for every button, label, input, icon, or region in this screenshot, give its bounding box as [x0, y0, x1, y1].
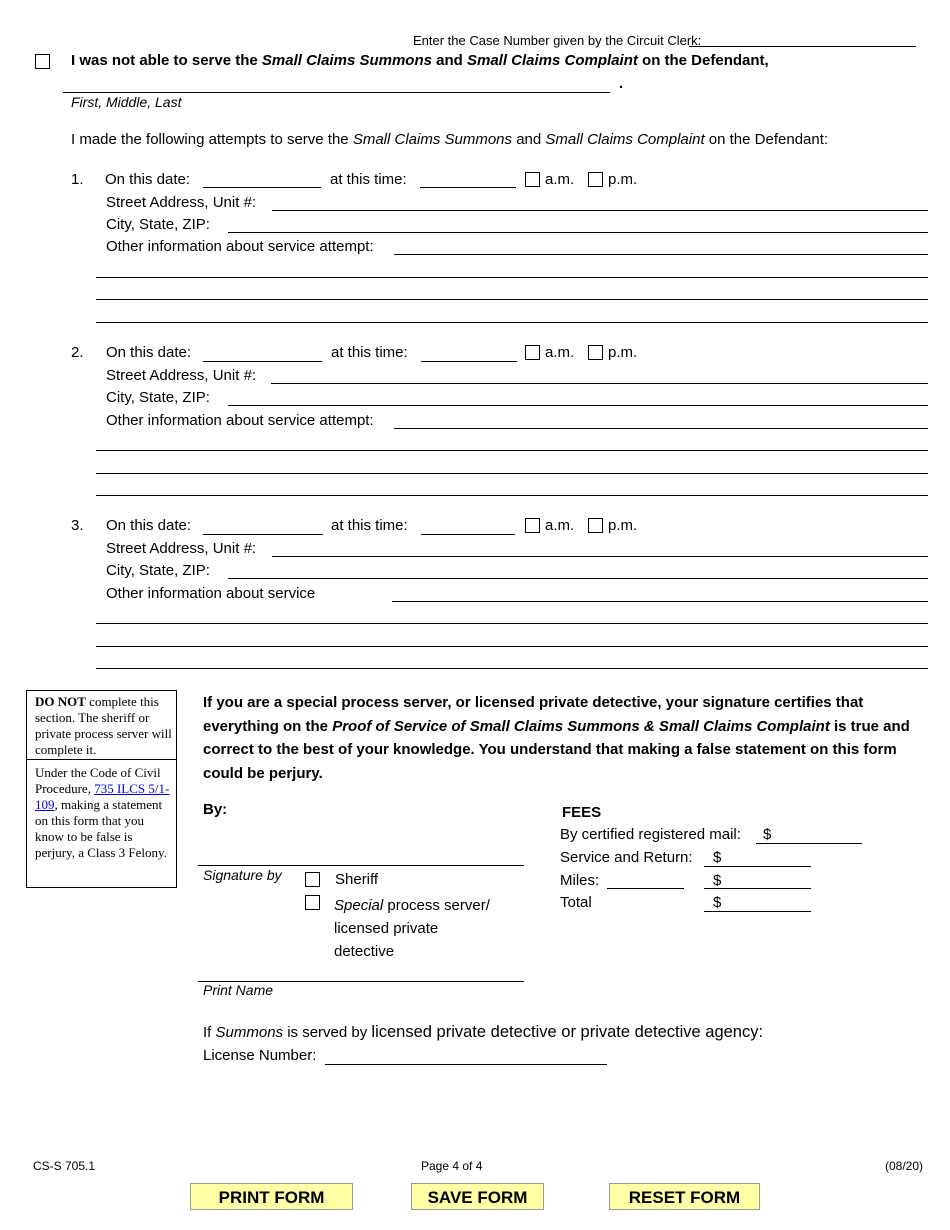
street-label: Street Address, Unit #: [106, 367, 257, 384]
service-return-fee-field[interactable] [704, 851, 811, 867]
case-number-label: Enter the Case Number given by the Circuit Clerk: [413, 33, 702, 48]
city-field[interactable] [228, 390, 928, 406]
date-label: On this date: [106, 517, 192, 534]
other-info-label: Other information about service attempt: [106, 412, 374, 429]
print-name-field[interactable] [198, 964, 524, 982]
reset-form-button[interactable]: RESET FORM [609, 1183, 760, 1210]
other-info-line[interactable] [96, 284, 928, 300]
miles-fee-field[interactable] [704, 873, 811, 889]
notice-divider [26, 759, 177, 760]
am-checkbox[interactable] [525, 172, 540, 187]
special-process-server-label: Special process server/ licensed private detective [334, 897, 490, 960]
not-served-statement: I was not able to serve the Small Claims Summons and Small Claims Complaint on the Defendant, [71, 52, 769, 69]
other-info-label: Other information about service attempt: [106, 238, 374, 255]
miles-field[interactable] [607, 873, 684, 889]
page-number: Page 4 of 4 [421, 1159, 483, 1173]
sheriff-checkbox[interactable] [305, 872, 320, 887]
other-info-line[interactable] [96, 653, 928, 669]
special-process-server-checkbox[interactable] [305, 895, 320, 910]
case-number-field[interactable] [689, 31, 916, 47]
total-label: Total [560, 894, 592, 911]
defendant-name-field[interactable] [63, 77, 610, 93]
date-label: On this date: [106, 344, 192, 361]
date-label: On this date: [105, 171, 191, 188]
time-label: at this time: [331, 344, 408, 361]
other-info-line[interactable] [96, 631, 928, 647]
date-field[interactable] [203, 346, 322, 362]
pm-label: p.m. [608, 171, 638, 188]
do-not-complete-notice: DO NOT complete this section. The sheriff or private process server will complete it. [35, 694, 172, 757]
miles-label: Miles: [560, 872, 600, 889]
name-caption: First, Middle, Last [71, 94, 182, 110]
other-info-line[interactable] [96, 435, 928, 451]
am-checkbox[interactable] [525, 345, 540, 360]
by-label: By: [203, 801, 228, 818]
signature-field[interactable] [198, 848, 524, 866]
sheriff-label: Sheriff [335, 871, 379, 888]
street-field[interactable] [272, 195, 928, 211]
service-return-label: Service and Return: [560, 849, 693, 866]
attempt-number: 3. [71, 517, 84, 534]
street-label: Street Address, Unit #: [106, 194, 257, 211]
other-info-label: Other information about service [106, 585, 316, 602]
form-id: CS-S 705.1 [33, 1159, 96, 1173]
other-info-line[interactable] [96, 262, 928, 278]
other-info-line[interactable] [96, 458, 928, 474]
attempt-number: 2. [71, 344, 84, 361]
other-info-field[interactable] [394, 413, 928, 429]
dollar-sign: $ [713, 849, 722, 866]
print-form-button[interactable]: PRINT FORM [190, 1183, 353, 1210]
city-field[interactable] [228, 563, 928, 579]
print-name-label: Print Name [203, 982, 274, 998]
time-field[interactable] [421, 519, 515, 535]
dollar-sign: $ [763, 826, 772, 843]
time-label: at this time: [331, 517, 408, 534]
not-served-checkbox[interactable] [35, 54, 50, 69]
date-field[interactable] [203, 172, 321, 188]
other-info-line[interactable] [96, 608, 928, 624]
fees-title: FEES [562, 804, 602, 821]
total-fee-field[interactable] [704, 896, 811, 912]
street-field[interactable] [272, 541, 928, 557]
other-info-field[interactable] [392, 586, 928, 602]
pm-label: p.m. [608, 344, 638, 361]
perjury-notice: Under the Code of Civil Procedure, 735 ILCS 5/1-109, making a statement on this form that you know to be false is perjury, a Class 3 Felony. [35, 765, 170, 860]
pm-checkbox[interactable] [588, 345, 603, 360]
street-field[interactable] [271, 368, 928, 384]
certified-mail-fee-field[interactable] [756, 828, 862, 844]
pm-label: p.m. [608, 517, 638, 534]
certified-mail-label: By certified registered mail: [560, 826, 741, 843]
time-field[interactable] [420, 172, 516, 188]
certification-text: If you are a special process server, or licensed private detective, your signature certifies that everything on the Proof of Service of Small Claims Summons & Small Claims Complaint is true and correct to the best of your knowledge. You understand that making a false statement on this form could be perjury. [203, 694, 910, 782]
license-statement: If Summons is served by licensed private detective or private detective agency: [203, 1023, 764, 1041]
am-label: a.m. [545, 517, 575, 534]
am-label: a.m. [545, 344, 575, 361]
city-label: City, State, ZIP: [106, 562, 210, 579]
dollar-sign: $ [713, 872, 722, 889]
date-field[interactable] [203, 519, 323, 535]
time-label: at this time: [330, 171, 407, 188]
other-info-field[interactable] [394, 239, 928, 255]
dollar-sign: $ [713, 894, 722, 911]
attempt-number: 1. [71, 171, 84, 188]
time-field[interactable] [421, 346, 517, 362]
city-field[interactable] [228, 217, 928, 233]
city-label: City, State, ZIP: [106, 389, 210, 406]
attempts-intro: I made the following attempts to serve the Small Claims Summons and Small Claims Complaint on the Defendant: [71, 131, 829, 148]
pm-checkbox[interactable] [588, 172, 603, 187]
defendant-name-period: . [619, 75, 624, 92]
statute-link[interactable]: 735 ILCS 5/1-109 [35, 781, 170, 812]
other-info-line[interactable] [96, 307, 928, 323]
city-label: City, State, ZIP: [106, 216, 210, 233]
pm-checkbox[interactable] [588, 518, 603, 533]
signature-by-label: Signature by [203, 867, 282, 883]
street-label: Street Address, Unit #: [106, 540, 257, 557]
am-label: a.m. [545, 171, 575, 188]
am-checkbox[interactable] [525, 518, 540, 533]
license-number-field[interactable] [325, 1049, 607, 1065]
form-date: (08/20) [885, 1159, 924, 1173]
other-info-line[interactable] [96, 480, 928, 496]
license-number-label: License Number: [203, 1047, 317, 1064]
save-form-button[interactable]: SAVE FORM [411, 1183, 544, 1210]
